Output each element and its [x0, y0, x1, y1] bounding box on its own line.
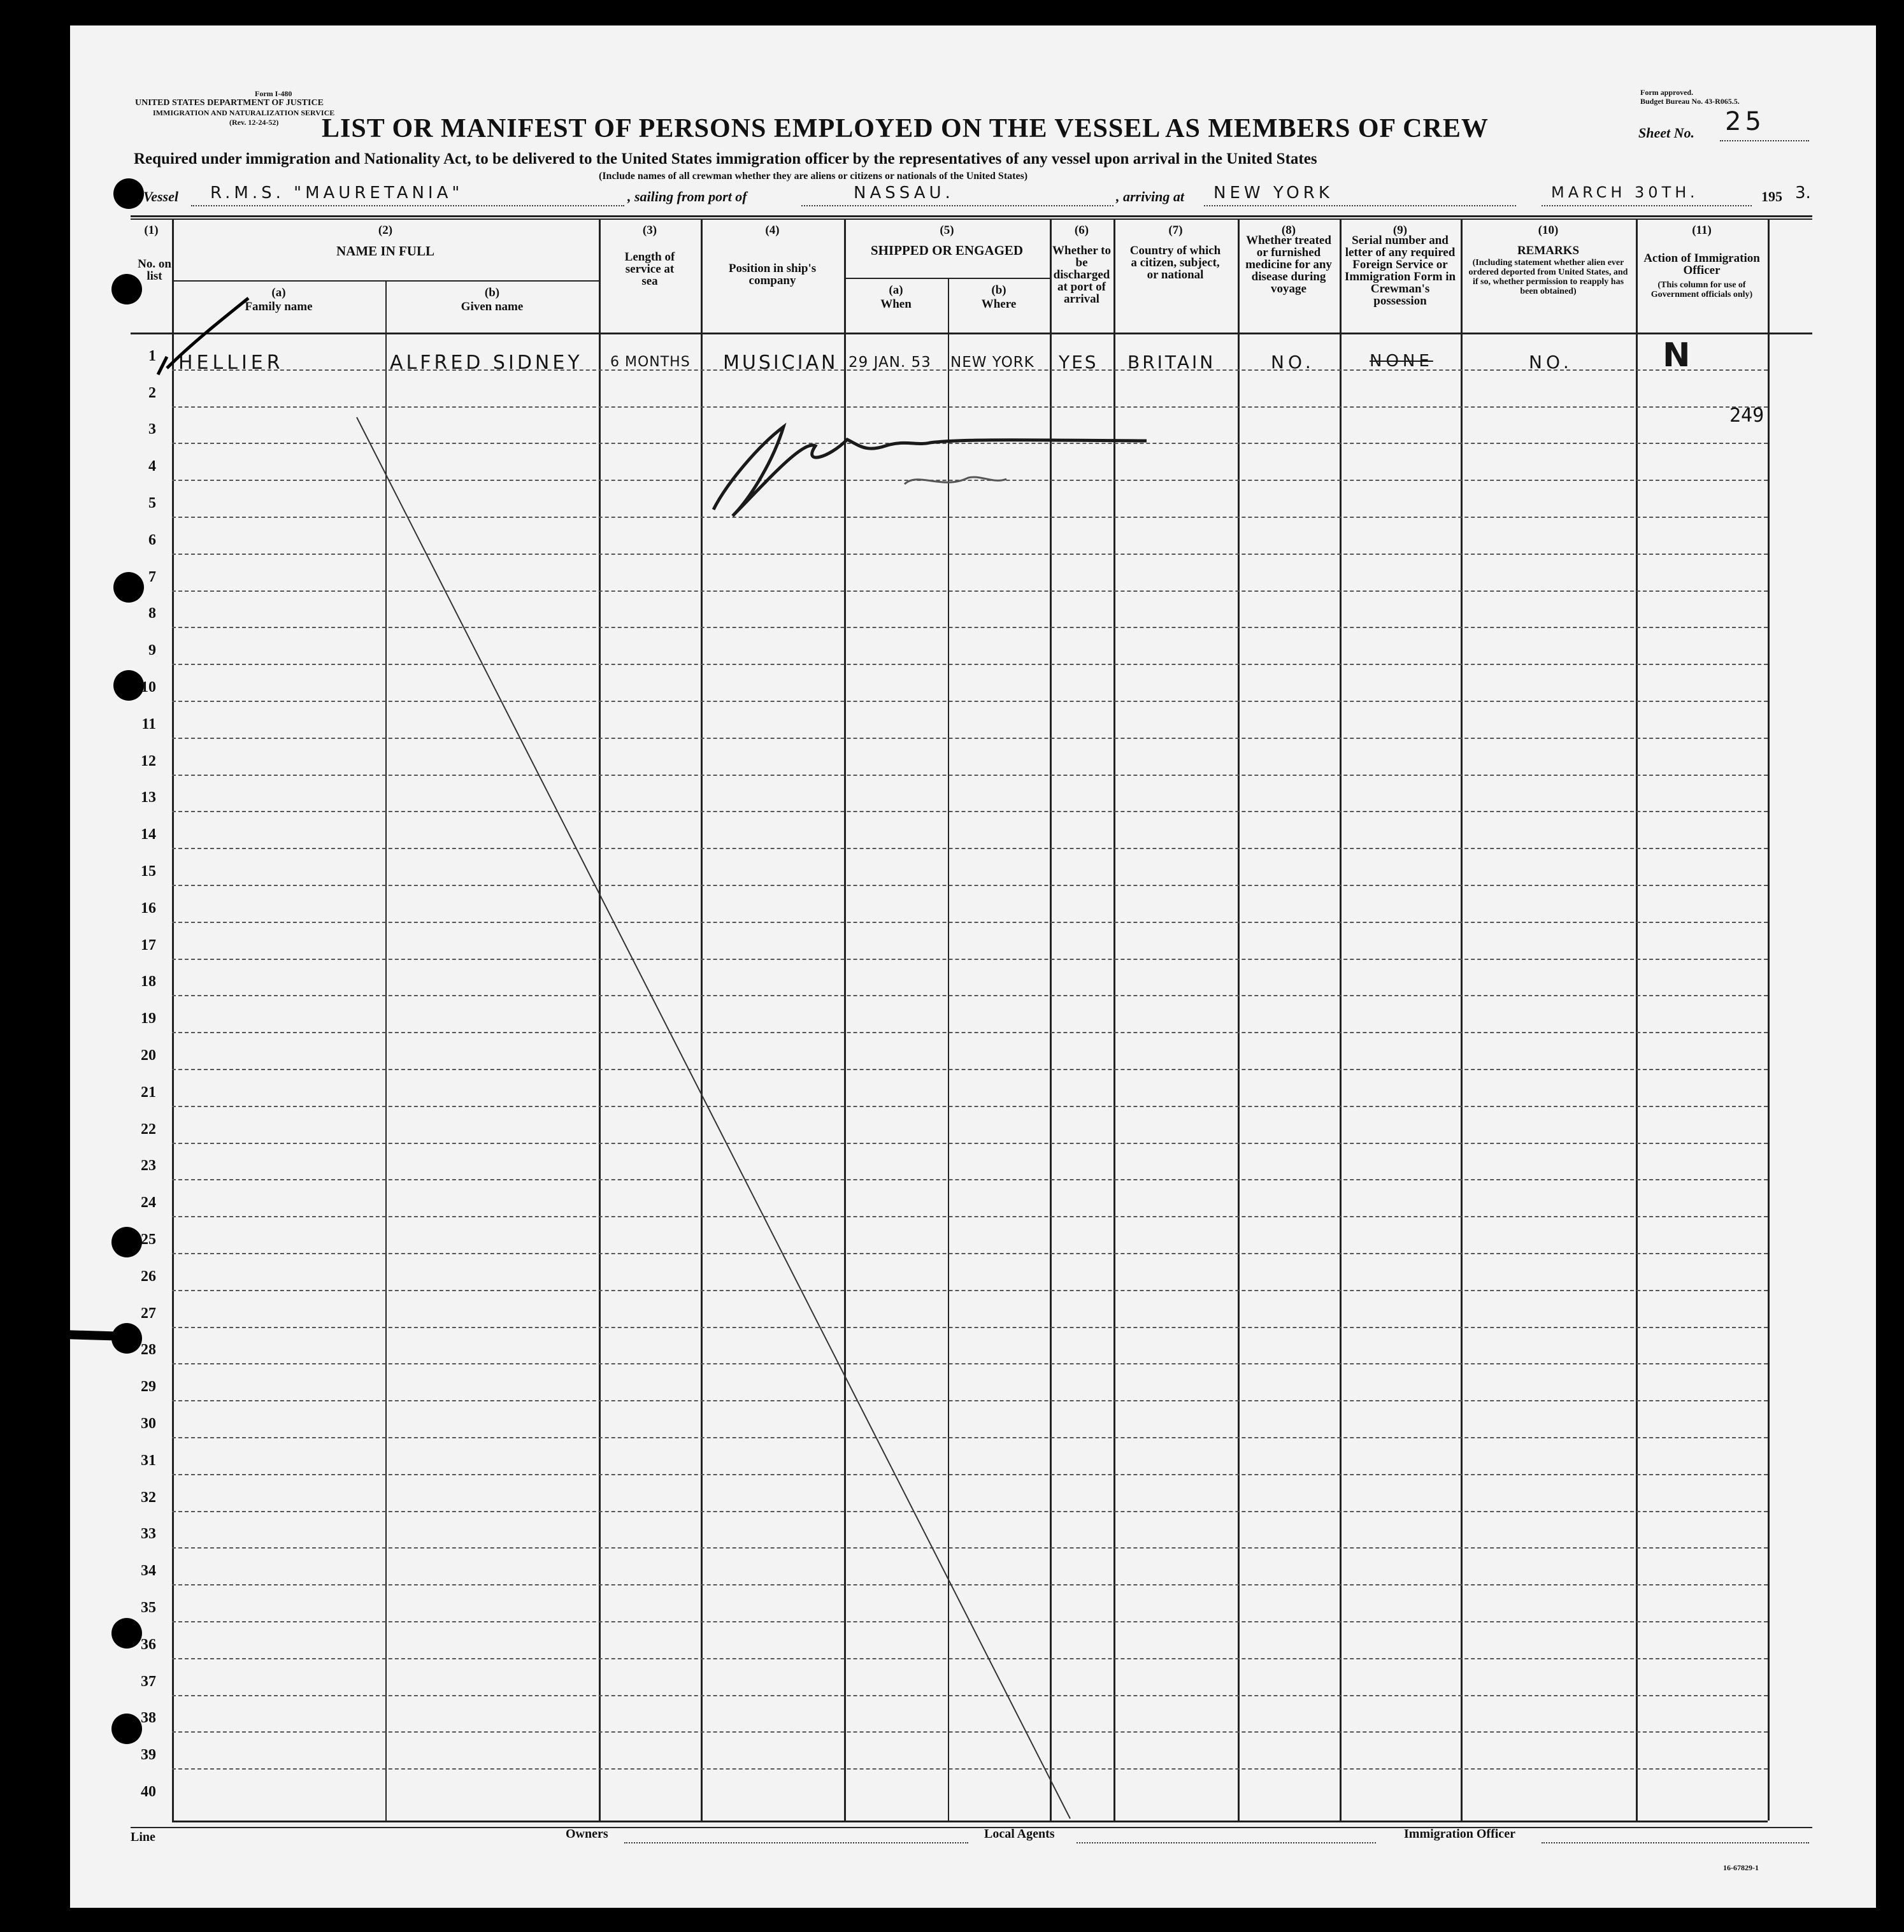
- arrival-date: MARCH 30TH.: [1551, 183, 1699, 201]
- col5b-label: Where: [981, 297, 1017, 311]
- row-number: 5: [148, 495, 156, 512]
- row-number: 38: [141, 1710, 156, 1726]
- check-mark: [158, 298, 248, 375]
- row-number: 30: [141, 1415, 156, 1432]
- row-number: 19: [141, 1010, 156, 1027]
- col9-label: Serial number and letter of any required Foreign Service or Immigration Form in Crewman's possession: [1344, 234, 1456, 308]
- row-number: 6: [148, 532, 156, 548]
- row-number: 8: [148, 605, 156, 622]
- row-number: 7: [148, 569, 156, 585]
- signature-initials: [905, 477, 1006, 484]
- col6-label: Whether to be discharged at port of arrival: [1052, 244, 1111, 306]
- length-of-service: 6 MONTHS: [610, 354, 691, 370]
- footer-line-label: Line: [131, 1830, 155, 1844]
- col2-number: (2): [378, 224, 393, 237]
- position: MUSICIAN: [723, 352, 838, 374]
- col1-number: (1): [144, 224, 159, 237]
- row-number: 39: [141, 1747, 156, 1763]
- budget-bureau: Budget Bureau No. 43-R065.5.: [1640, 97, 1740, 106]
- remarks: NO.: [1529, 352, 1573, 373]
- shipped-when: 29 JAN. 53: [848, 354, 931, 371]
- col2-label: NAME IN FULL: [336, 243, 434, 259]
- sheet-number: 25: [1725, 107, 1765, 136]
- stamp-number: 249: [1729, 404, 1764, 427]
- row-number: 3: [148, 421, 156, 438]
- row-number: 26: [141, 1268, 156, 1285]
- col7-number: (7): [1168, 224, 1183, 237]
- row-number: 11: [141, 716, 156, 733]
- print-code: 16-67829-1: [1723, 1863, 1759, 1872]
- cancel-line: [357, 417, 1070, 1819]
- port-of-sailing: NASSAU.: [854, 183, 954, 203]
- row-number: 16: [141, 900, 156, 917]
- row-number: 2: [148, 385, 156, 401]
- family-name: HELLIER: [178, 352, 284, 374]
- col10-note: (Including statement whether alien ever ordered deported from United States, and if so, whether permission to reapply has been obtained): [1468, 258, 1628, 296]
- col1-label: No. on list: [138, 257, 171, 283]
- row-number: 25: [141, 1231, 156, 1248]
- row-number: 15: [141, 863, 156, 880]
- row-number: 34: [141, 1563, 156, 1579]
- col8-label: Whether treated or furnished medicine for any disease during voyage: [1245, 234, 1332, 296]
- serial-number: NONE: [1370, 352, 1433, 371]
- row-number: 23: [141, 1157, 156, 1174]
- col2b-label: Given name: [461, 300, 524, 313]
- col4-number: (4): [765, 224, 780, 237]
- shipped-where: NEW YORK: [950, 354, 1034, 371]
- form-revision: (Rev. 12-24-52): [229, 118, 279, 127]
- row-number: 17: [141, 937, 156, 954]
- col10-number: (10): [1538, 224, 1559, 237]
- year-printed: 195: [1761, 189, 1782, 204]
- arriving-label: , arriving at: [1116, 189, 1184, 204]
- col4-label: Position in ship's company: [728, 262, 817, 287]
- given-name: ALFRED SIDNEY: [390, 352, 583, 374]
- sheet-label: Sheet No.: [1638, 125, 1694, 141]
- row-number: 37: [141, 1673, 156, 1690]
- col7-label: Country of which a citizen, subject, or national: [1129, 244, 1221, 282]
- col5-number: (5): [940, 224, 954, 237]
- row-number: 20: [141, 1047, 156, 1064]
- department-name: UNITED STATES DEPARTMENT OF JUSTICE: [135, 98, 324, 108]
- required-statement: Required under immigration and Nationality Act, to be delivered to the United States immigration officer by the representatives of any vessel upon arrival in the United States: [134, 150, 1317, 168]
- include-note: (Include names of all crewman whether they are aliens or citizens or nationals of the United States): [599, 171, 1028, 182]
- vessel-name: R.M.S. "MAURETANIA": [210, 183, 464, 203]
- col10-label: REMARKS: [1517, 244, 1580, 257]
- row-number: 22: [141, 1121, 156, 1138]
- row-number: 24: [141, 1194, 156, 1211]
- form-number: Form I-480: [255, 89, 292, 98]
- col3-number: (3): [642, 224, 657, 237]
- discharged: YES: [1059, 352, 1098, 373]
- row-number: 13: [141, 789, 156, 806]
- signature: [713, 427, 1147, 516]
- form-approved: Form approved.: [1640, 88, 1694, 97]
- col5-label: SHIPPED OR ENGAGED: [870, 243, 1024, 258]
- col9-number: (9): [1392, 224, 1408, 237]
- service-name: IMMIGRATION AND NATURALIZATION SERVICE: [153, 108, 335, 117]
- row-number: 32: [141, 1489, 156, 1506]
- col2a-label: Family name: [245, 300, 313, 313]
- year-handwritten: 3.: [1795, 183, 1811, 203]
- col3-label: Length of service at sea: [624, 250, 675, 288]
- row-number: 40: [141, 1784, 156, 1800]
- row-number: 10: [141, 679, 156, 696]
- row-number: 18: [141, 973, 156, 990]
- col6-number: (6): [1074, 224, 1089, 237]
- row-number: 4: [148, 458, 156, 475]
- row-number: 14: [141, 826, 156, 843]
- footer-agents-label: Local Agents: [984, 1827, 1055, 1841]
- row-number: 28: [141, 1342, 156, 1358]
- col11-number: (11): [1692, 224, 1712, 237]
- col11-label: Action of Immigration Officer: [1643, 252, 1760, 277]
- row-number: 12: [141, 753, 156, 769]
- row-number: 36: [141, 1636, 156, 1653]
- footer-owners-label: Owners: [566, 1827, 608, 1841]
- col11-note: (This column for use of Government officials only): [1650, 280, 1753, 299]
- row-number: 29: [141, 1378, 156, 1395]
- row-number: 35: [141, 1599, 156, 1616]
- row-number: 9: [148, 642, 156, 659]
- medicine: NO.: [1271, 352, 1315, 373]
- row-number: 27: [141, 1305, 156, 1322]
- col8-number: (8): [1281, 224, 1296, 237]
- col2b-number: (b): [484, 286, 500, 299]
- vessel-label: Vessel: [143, 189, 178, 204]
- officer-action: N: [1663, 336, 1691, 375]
- col5b-number: (b): [991, 283, 1006, 297]
- row-number: 21: [141, 1084, 156, 1101]
- col5a-number: (a): [889, 283, 903, 297]
- row-number: 31: [141, 1452, 156, 1469]
- country: BRITAIN: [1127, 352, 1216, 373]
- page-title: LIST OR MANIFEST OF PERSONS EMPLOYED ON THE VESSEL AS MEMBERS OF CREW: [322, 114, 1489, 143]
- footer-officer-label: Immigration Officer: [1404, 1827, 1515, 1841]
- col2a-number: (a): [271, 286, 286, 299]
- sailing-label: , sailing from port of: [627, 189, 747, 204]
- arrival-port: NEW YORK: [1213, 183, 1333, 203]
- col5a-label: When: [880, 297, 912, 311]
- row-number: 1: [148, 348, 156, 364]
- row-number: 33: [141, 1526, 156, 1542]
- binding-mark: [25, 1331, 127, 1338]
